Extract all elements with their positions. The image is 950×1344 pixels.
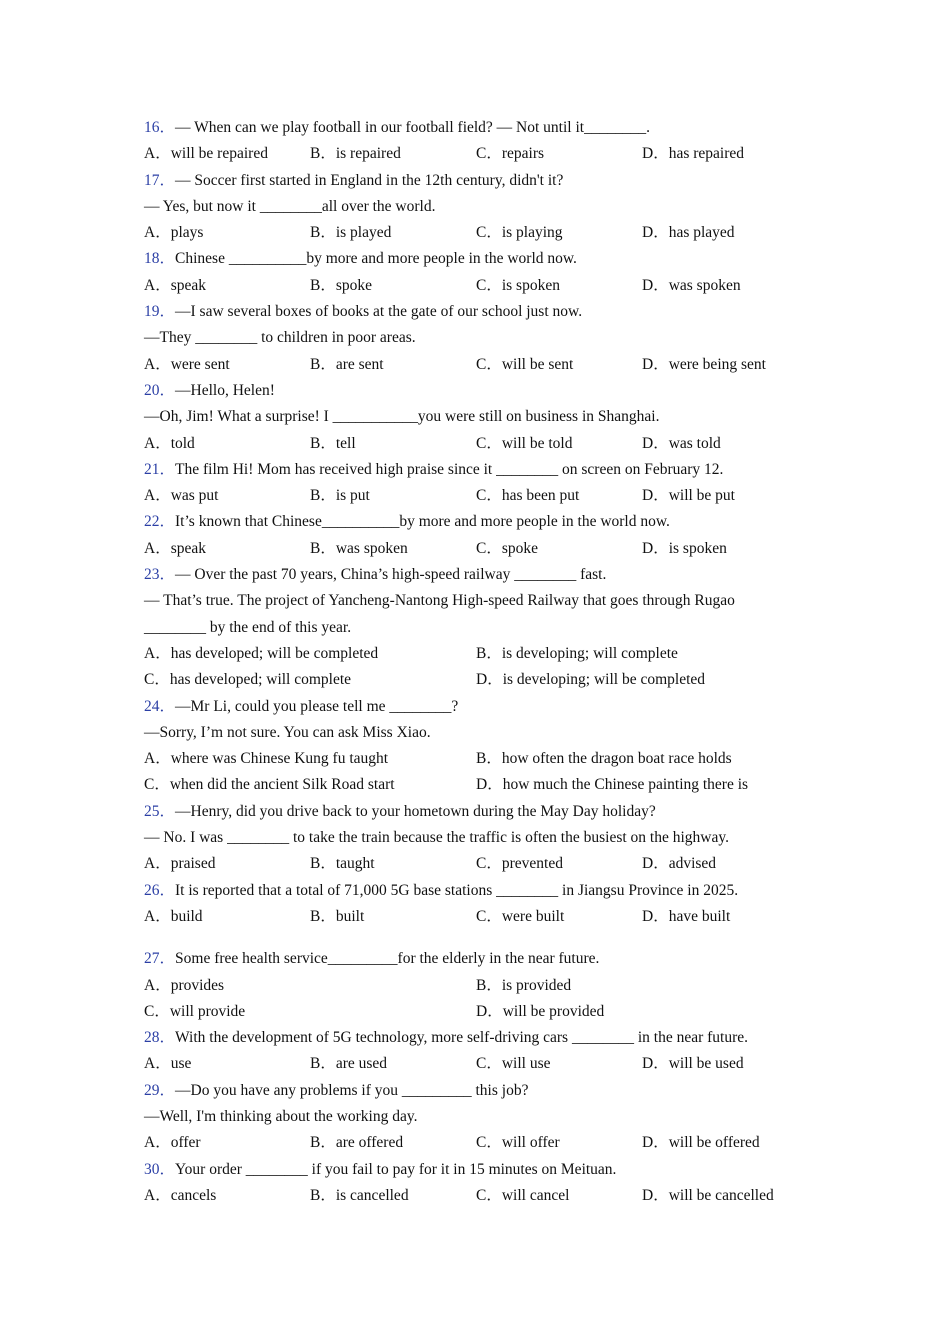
answer-option-b[interactable]: B．was spoken [310, 539, 408, 557]
question-text: — That’s true. The project of Yancheng-Nantong High-speed Railway that goes through Rugao [144, 592, 735, 610]
question-text: —Oh, Jim! What a surprise! I ___________you were still on business in Shanghai. [144, 408, 660, 426]
answer-option-b[interactable]: B．taught [310, 855, 375, 873]
answer-option-a[interactable]: A．has developed; will be completed [144, 644, 379, 662]
question-text: — When can we play football in our football field? — Not until it________. [175, 119, 650, 136]
question-stem [144, 246, 824, 272]
question-30 [144, 1157, 824, 1210]
question-16 [144, 115, 824, 168]
answer-option-b[interactable]: B．built [310, 907, 365, 925]
question-23 [144, 562, 824, 693]
question-number: 20． [144, 381, 176, 399]
question-text: —They ________ to children in poor areas. [144, 329, 416, 347]
answer-options [144, 273, 824, 299]
answer-options [144, 352, 824, 378]
question-24 [144, 694, 824, 799]
answer-option-c[interactable]: C．is playing [476, 224, 563, 242]
answer-option-b[interactable]: B．are sent [310, 355, 384, 373]
question-line [144, 1104, 824, 1130]
answer-options [144, 851, 824, 877]
answer-option-d[interactable]: D．will be provided [476, 1002, 605, 1020]
question-stem [144, 115, 824, 141]
question-number: 23． [144, 566, 176, 584]
answer-option-b[interactable]: B．is developing; will complete [476, 644, 678, 662]
answer-option-c[interactable]: C．will be told [476, 434, 573, 452]
answer-option-a[interactable]: A．praised [144, 855, 216, 873]
question-number: 22． [144, 513, 176, 531]
question-stem [144, 799, 824, 825]
question-25 [144, 799, 824, 878]
answer-options [144, 220, 824, 246]
answer-option-b[interactable]: B．are used [310, 1055, 388, 1073]
answer-option-b[interactable]: B．are offered [310, 1134, 404, 1152]
answer-option-d[interactable]: D．have built [642, 907, 731, 925]
question-stem [144, 1157, 824, 1183]
question-stem [144, 946, 824, 972]
answer-options [144, 1051, 824, 1077]
answer-option-a[interactable]: A．speak [144, 539, 206, 557]
answer-option-c[interactable]: C．is spoken [476, 276, 560, 294]
answer-option-a[interactable]: A．use [144, 1055, 192, 1073]
answer-option-c[interactable]: C．were built [476, 907, 565, 925]
question-text: Your order ________ if you fail to pay for it in 15 minutes on Meituan. [175, 1160, 617, 1178]
question-text: —Mr Li, could you please tell me ________? [175, 697, 459, 715]
question-number: 17． [144, 171, 176, 189]
answer-option-c[interactable]: C．when did the ancient Silk Road start [144, 776, 395, 794]
question-number: 19． [144, 303, 176, 321]
answer-option-d[interactable]: D．were being sent [642, 355, 766, 373]
question-number: 28． [144, 1029, 176, 1047]
question-number: 26． [144, 881, 176, 899]
answer-option-a[interactable]: A．were sent [144, 355, 230, 373]
answer-options [144, 641, 824, 694]
answer-option-b[interactable]: B．is put [310, 487, 370, 505]
answer-option-c[interactable]: C．will be sent [476, 355, 574, 373]
question-text: —Henry, did you drive back to your hometown during the May Day holiday? [175, 802, 656, 820]
answer-options [144, 536, 824, 562]
question-text: With the development of 5G technology, more self-driving cars ________ in the near future. [175, 1029, 749, 1047]
question-text: Chinese __________by more and more people in the world now. [175, 250, 577, 268]
question-text: —Hello, Helen! [175, 381, 275, 399]
question-text: —Sorry, I’m not sure. You can ask Miss Xiao. [144, 723, 431, 741]
question-stem [144, 457, 824, 483]
question-number: 29． [144, 1081, 176, 1099]
question-text: The film Hi! Mom has received high praise since it ________ on screen on February 12. [175, 460, 724, 478]
question-text: Some free health service_________for the elderly in the near future. [175, 950, 600, 968]
question-text: —Do you have any problems if you _________ this job? [175, 1081, 529, 1099]
answer-option-c[interactable]: C．will provide [144, 1002, 246, 1020]
question-text: — No. I was ________ to take the train because the traffic is often the busiest on the highway. [144, 829, 729, 847]
answer-option-a[interactable]: A．told [144, 434, 195, 452]
question-line [144, 720, 824, 746]
answer-option-b[interactable]: B．is cancelled [310, 1186, 409, 1204]
question-text: —Well, I'm thinking about the working day. [144, 1107, 418, 1125]
question-number: 30． [144, 1160, 176, 1178]
question-stem [144, 1025, 824, 1051]
question-18 [144, 246, 824, 299]
answer-option-a[interactable]: A．build [144, 907, 203, 925]
answer-option-d[interactable]: D．will be put [642, 487, 735, 505]
question-21 [144, 457, 824, 510]
answer-option-d[interactable]: D．was told [642, 434, 721, 452]
question-line [144, 325, 824, 351]
answer-option-b[interactable]: B．is repaired [310, 145, 401, 163]
question-stem [144, 378, 824, 404]
answer-option-c[interactable]: C．will use [476, 1055, 551, 1073]
question-stem [144, 1078, 824, 1104]
question-number: 24． [144, 697, 176, 715]
answer-option-c[interactable]: C．repairs [476, 145, 545, 163]
answer-option-b[interactable]: B．is provided [476, 976, 572, 994]
answer-option-c[interactable]: C．spoke [476, 539, 539, 557]
question-number: 21． [144, 460, 176, 478]
question-26 [144, 878, 824, 947]
answer-option-c[interactable]: C．will cancel [476, 1186, 570, 1204]
question-number: 25． [144, 802, 176, 820]
answer-options [144, 1130, 824, 1156]
question-number: 16． [144, 119, 176, 136]
answer-option-a[interactable]: A．was put [144, 487, 219, 505]
question-19 [144, 299, 824, 378]
answer-option-d[interactable]: D．has played [642, 224, 735, 242]
question-stem [144, 562, 824, 588]
answer-option-d[interactable]: D．has repaired [642, 145, 744, 163]
question-text: — Yes, but now it ________all over the world. [144, 197, 436, 215]
question-text: ________ by the end of this year. [144, 618, 352, 636]
answer-options [144, 973, 824, 1026]
question-text: It’s known that Chinese__________by more and more people in the world now. [175, 513, 670, 531]
answer-option-d[interactable]: D．will be used [642, 1055, 744, 1073]
question-17 [144, 168, 824, 247]
answer-option-d[interactable]: D．will be cancelled [642, 1186, 774, 1204]
question-line [144, 615, 824, 641]
answer-option-b[interactable]: B．tell [310, 434, 356, 452]
question-22 [144, 509, 824, 562]
answer-option-d[interactable]: D．was spoken [642, 276, 741, 294]
question-20 [144, 378, 824, 457]
answer-option-b[interactable]: B．spoke [310, 276, 373, 294]
answer-option-b[interactable]: B．is played [310, 224, 392, 242]
question-27 [144, 946, 824, 1025]
question-stem [144, 694, 824, 720]
answer-option-c[interactable]: C．prevented [476, 855, 563, 873]
answer-options [144, 431, 824, 457]
answer-option-c[interactable]: C．has been put [476, 487, 580, 505]
question-29 [144, 1078, 824, 1157]
answer-option-a[interactable]: A．provides [144, 976, 225, 994]
question-stem [144, 168, 824, 194]
answer-option-b[interactable]: B．how often the dragon boat race holds [476, 750, 732, 768]
answer-options [144, 746, 824, 799]
question-text: — Over the past 70 years, China’s high-speed railway ________ fast. [175, 566, 607, 584]
answer-options [144, 1183, 824, 1209]
answer-option-a[interactable]: A．where was Chinese Kung fu taught [144, 750, 389, 768]
spacer [144, 930, 824, 946]
question-number: 18． [144, 250, 176, 268]
question-text: —I saw several boxes of books at the gate of our school just now. [175, 303, 583, 321]
answer-option-d[interactable]: D．will be offered [642, 1134, 760, 1152]
question-line [144, 194, 824, 220]
question-number: 27． [144, 950, 176, 968]
answer-option-d[interactable]: D．advised [642, 855, 717, 873]
answer-option-d[interactable]: D．is developing; will be completed [476, 671, 706, 689]
answer-option-a[interactable]: A．cancels [144, 1186, 217, 1204]
question-line [144, 588, 824, 614]
question-line [144, 404, 824, 430]
answer-options [144, 483, 824, 509]
question-line [144, 825, 824, 851]
answer-option-a[interactable]: A．will be repaired [144, 145, 268, 163]
answer-option-d[interactable]: D．is spoken [642, 539, 727, 557]
question-stem [144, 299, 824, 325]
question-stem [144, 509, 824, 535]
answer-option-a[interactable]: A．plays [144, 224, 204, 242]
answer-option-c[interactable]: C．has developed; will complete [144, 671, 352, 689]
question-stem [144, 878, 824, 904]
answer-option-a[interactable]: A．speak [144, 276, 206, 294]
question-text: It is reported that a total of 71,000 5G base stations ________ in Jiangsu Province in 2025. [175, 881, 739, 899]
question-28 [144, 1025, 824, 1078]
answer-option-a[interactable]: A．offer [144, 1134, 201, 1152]
answer-option-d[interactable]: D．how much the Chinese painting there is [476, 776, 749, 794]
answer-option-c[interactable]: C．will offer [476, 1134, 560, 1152]
question-text: — Soccer first started in England in the 12th century, didn't it? [175, 171, 564, 189]
answer-options [144, 904, 824, 930]
question-list [144, 115, 824, 1209]
answer-options [144, 141, 824, 167]
